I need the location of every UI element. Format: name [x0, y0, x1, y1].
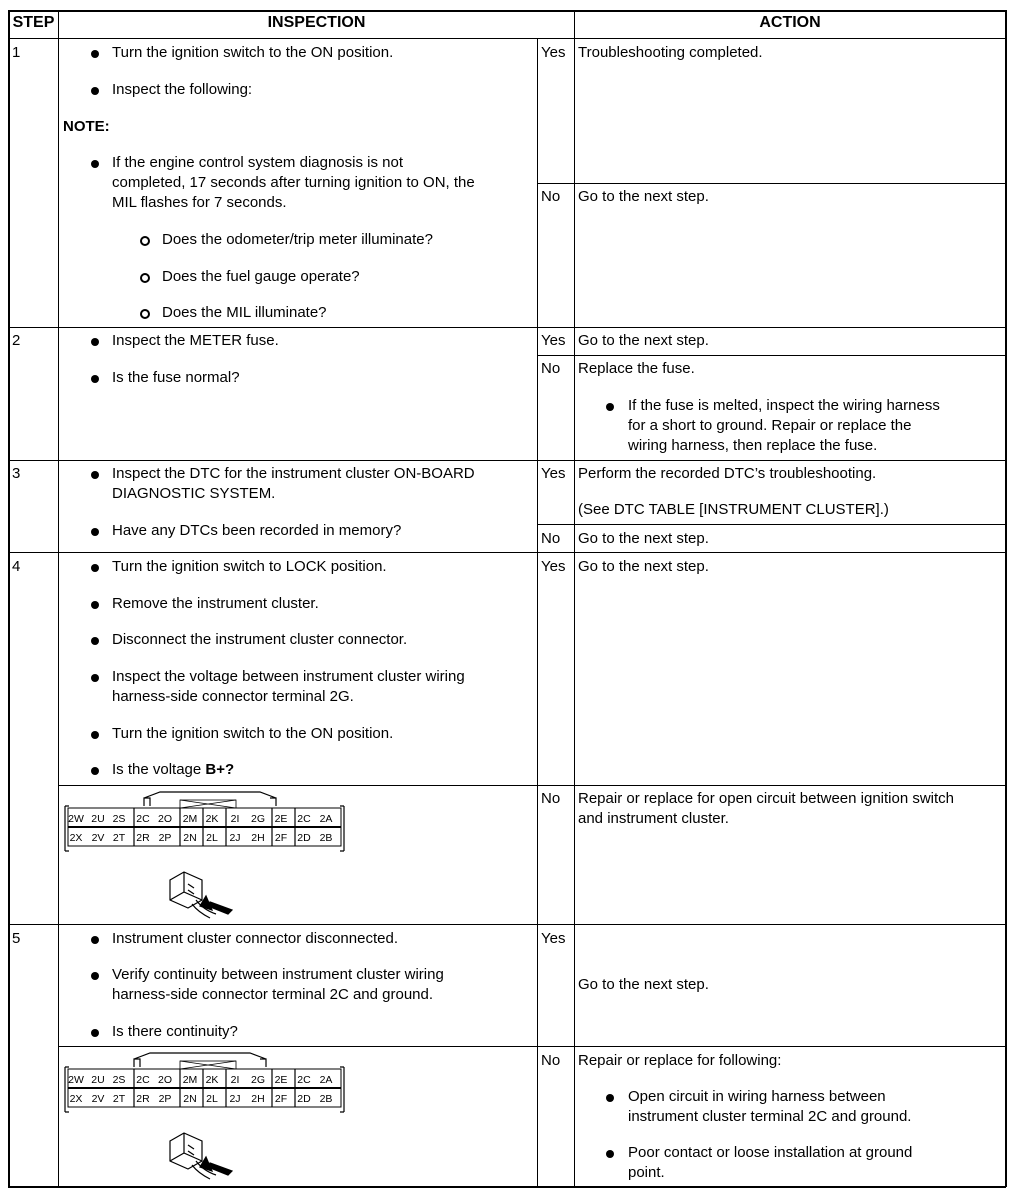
table-border-left [8, 10, 10, 1187]
table-border-right [1005, 10, 1007, 1187]
row-divider-2 [8, 460, 1006, 461]
terminal-label: 2T [112, 1093, 126, 1105]
inspection-text: Turn the ignition switch to LOCK position. [112, 558, 387, 575]
sub-bullet-icon [140, 236, 150, 246]
row-divider-1 [8, 327, 1006, 328]
step-number: 3 [12, 465, 21, 482]
action-text: Poor contact or loose installation at ground [628, 1144, 913, 1161]
no-label: No [541, 1052, 561, 1069]
terminal-label: 2M [182, 1074, 198, 1086]
inspection-text: Remove the instrument cluster. [112, 595, 319, 612]
action-text: for a short to ground. Repair or replace the [628, 417, 912, 434]
terminal-label: 2V [91, 1093, 105, 1105]
bullet-icon [91, 601, 99, 609]
terminal-label: 2T [112, 832, 126, 844]
action-text: (See DTC TABLE [INSTRUMENT CLUSTER].) [578, 501, 889, 518]
terminal-label: 2W [68, 813, 84, 825]
terminal-label: 2N [183, 832, 197, 844]
bullet-icon [91, 528, 99, 536]
action-text: Perform the recorded DTC’s troubleshooting. [578, 465, 877, 482]
inspection-text: Does the fuel gauge operate? [162, 268, 360, 285]
yes-label: Yes [541, 332, 566, 349]
terminal-label: 2F [274, 1093, 288, 1105]
bullet-icon [606, 1094, 614, 1102]
terminal-label: 2L [206, 832, 218, 844]
step-number: 5 [12, 930, 21, 947]
terminal-label: 2P [158, 1093, 172, 1105]
inspection-text: MIL flashes for 7 seconds. [112, 194, 287, 211]
action-text: Go to the next step. [578, 530, 709, 547]
connector-plug-icon [170, 872, 232, 918]
inspection-text: completed, 17 seconds after turning ignition to ON, the [112, 174, 475, 191]
header-inspection: INSPECTION [267, 14, 366, 31]
col-divider-step [58, 10, 59, 1187]
no-label: No [541, 360, 561, 377]
terminal-label: 2A [319, 1074, 333, 1086]
step-number: 2 [12, 332, 21, 349]
bullet-icon [91, 338, 99, 346]
terminal-label: 2O [157, 813, 173, 825]
terminal-label: 2C [297, 813, 311, 825]
bullet-icon [91, 767, 99, 775]
terminal-label: 2C [136, 1074, 150, 1086]
action-text: wiring harness, then replace the fuse. [628, 437, 878, 454]
inspection-text: Have any DTCs been recorded in memory? [112, 522, 402, 539]
yes-label: Yes [541, 930, 566, 947]
subrow-divider-1 [537, 183, 1006, 184]
action-text: point. [628, 1164, 665, 1181]
terminal-label: 2X [69, 1093, 83, 1105]
terminal-label: 2F [274, 832, 288, 844]
terminal-label: 2X [69, 832, 83, 844]
action-text: Go to the next step. [578, 188, 709, 205]
terminal-label: 2R [136, 832, 150, 844]
bullet-icon [91, 972, 99, 980]
terminal-label: 2R [136, 1093, 150, 1105]
bullet-icon [91, 731, 99, 739]
terminal-label: 2I [230, 1074, 240, 1086]
bullet-icon [91, 160, 99, 168]
table-border-bottom [8, 1186, 1006, 1188]
row-divider-4 [8, 924, 1006, 925]
bullet-icon [91, 375, 99, 383]
action-text: Repair or replace for following: [578, 1052, 782, 1069]
subrow-divider-5 [58, 1046, 1006, 1047]
inspection-text: Is there continuity? [112, 1023, 238, 1040]
step-number: 4 [12, 558, 21, 575]
row-divider-3 [8, 552, 1006, 553]
terminal-label: 2H [251, 832, 265, 844]
action-text: Go to the next step. [578, 332, 709, 349]
action-text: Open circuit in wiring harness between [628, 1088, 886, 1105]
no-label: No [541, 790, 561, 807]
no-label: No [541, 530, 561, 547]
action-text: Go to the next step. [578, 558, 709, 575]
bullet-icon [91, 674, 99, 682]
inspection-text [112, 760, 234, 780]
action-text: If the fuse is melted, inspect the wiring harness [628, 397, 940, 414]
inspection-text: harness-side connector terminal 2G. [112, 688, 354, 705]
action-text: Go to the next step. [578, 976, 709, 993]
inspection-text: Is the voltage [112, 761, 206, 778]
note-label: NOTE: [63, 118, 110, 135]
terminal-label: 2O [157, 1074, 173, 1086]
bullet-icon [91, 87, 99, 95]
inspection-text: Inspect the voltage between instrument cluster wiring [112, 668, 465, 685]
inspection-text: Inspect the METER fuse. [112, 332, 279, 349]
step-number: 1 [12, 44, 21, 61]
inspection-text: Inspect the following: [112, 81, 253, 98]
inspection-text: DIAGNOSTIC SYSTEM. [112, 485, 276, 502]
terminal-label: 2U [91, 813, 105, 825]
yes-label: Yes [541, 465, 566, 482]
terminal-label: 2E [274, 1074, 288, 1086]
col-divider-action [574, 10, 575, 1187]
bullet-icon [91, 936, 99, 944]
bullet-icon [91, 50, 99, 58]
inspection-text: harness-side connector terminal 2C and ground. [112, 986, 434, 1003]
bullet-icon [91, 564, 99, 572]
header-step: STEP [12, 14, 55, 31]
terminal-label: 2D [297, 1093, 311, 1105]
terminal-label: 2B [319, 1093, 333, 1105]
terminal-label: 2U [91, 1074, 105, 1086]
col-divider-yesno [537, 38, 538, 1187]
terminal-label: 2P [158, 832, 172, 844]
terminal-label: 2I [230, 813, 240, 825]
inspection-text: Turn the ignition switch to the ON position. [112, 44, 394, 61]
terminal-label: 2B [319, 832, 333, 844]
action-text: and instrument cluster. [578, 810, 729, 827]
yes-label: Yes [541, 44, 566, 61]
terminal-label: 2S [112, 813, 126, 825]
terminal-label: 2H [251, 1093, 265, 1105]
inspection-text: Instrument cluster connector disconnected. [112, 930, 398, 947]
bullet-icon [606, 1150, 614, 1158]
terminal-label: 2A [319, 813, 333, 825]
bullet-icon [91, 471, 99, 479]
terminal-label: 2K [205, 1074, 219, 1086]
inspection-text: Inspect the DTC for the instrument cluster ON-BOARD [112, 465, 475, 482]
subrow-divider-3 [537, 524, 1006, 525]
header-divider [8, 38, 1006, 39]
action-text: Troubleshooting completed. [578, 44, 763, 61]
bullet-icon [606, 403, 614, 411]
terminal-label: 2V [91, 832, 105, 844]
action-text: Repair or replace for open circuit between ignition switch [578, 790, 955, 807]
terminal-label: 2S [112, 1074, 126, 1086]
inspection-text: Is the fuse normal? [112, 369, 240, 386]
inspection-text: Verify continuity between instrument cluster wiring [112, 966, 444, 983]
inspection-text: Turn the ignition switch to the ON position. [112, 725, 394, 742]
subrow-divider-4 [58, 785, 1006, 786]
sub-bullet-icon [140, 273, 150, 283]
yes-label: Yes [541, 558, 566, 575]
inspection-text: Does the odometer/trip meter illuminate? [162, 231, 433, 248]
terminal-label: 2N [183, 1093, 197, 1105]
sub-bullet-icon [140, 309, 150, 319]
terminal-label: 2L [206, 1093, 218, 1105]
subrow-divider-2 [537, 355, 1006, 356]
terminal-label: 2C [297, 1074, 311, 1086]
terminal-label: 2M [182, 813, 198, 825]
terminal-label: 2G [250, 813, 266, 825]
bullet-icon [91, 637, 99, 645]
inspection-text: Does the MIL illuminate? [162, 304, 327, 321]
terminal-label: 2G [250, 1074, 266, 1086]
terminal-label: 2W [68, 1074, 84, 1086]
connector-plug-icon [170, 1133, 232, 1179]
bullet-icon [91, 1029, 99, 1037]
action-text: Replace the fuse. [578, 360, 695, 377]
action-text: instrument cluster terminal 2C and ground. [628, 1108, 912, 1125]
terminal-label: 2E [274, 813, 288, 825]
no-label: No [541, 188, 561, 205]
terminal-label: 2C [136, 813, 150, 825]
connector-diagram [60, 788, 360, 924]
connector-diagram [60, 1049, 360, 1184]
terminal-label: 2K [205, 813, 219, 825]
inspection-text: Disconnect the instrument cluster connector. [112, 631, 408, 648]
terminal-label: 2D [297, 832, 311, 844]
header-action: ACTION [759, 14, 821, 31]
inspection-text-bold: B+? [205, 761, 235, 778]
inspection-text: If the engine control system diagnosis is not [112, 154, 403, 171]
terminal-label: 2J [229, 1093, 241, 1105]
terminal-label: 2J [229, 832, 241, 844]
